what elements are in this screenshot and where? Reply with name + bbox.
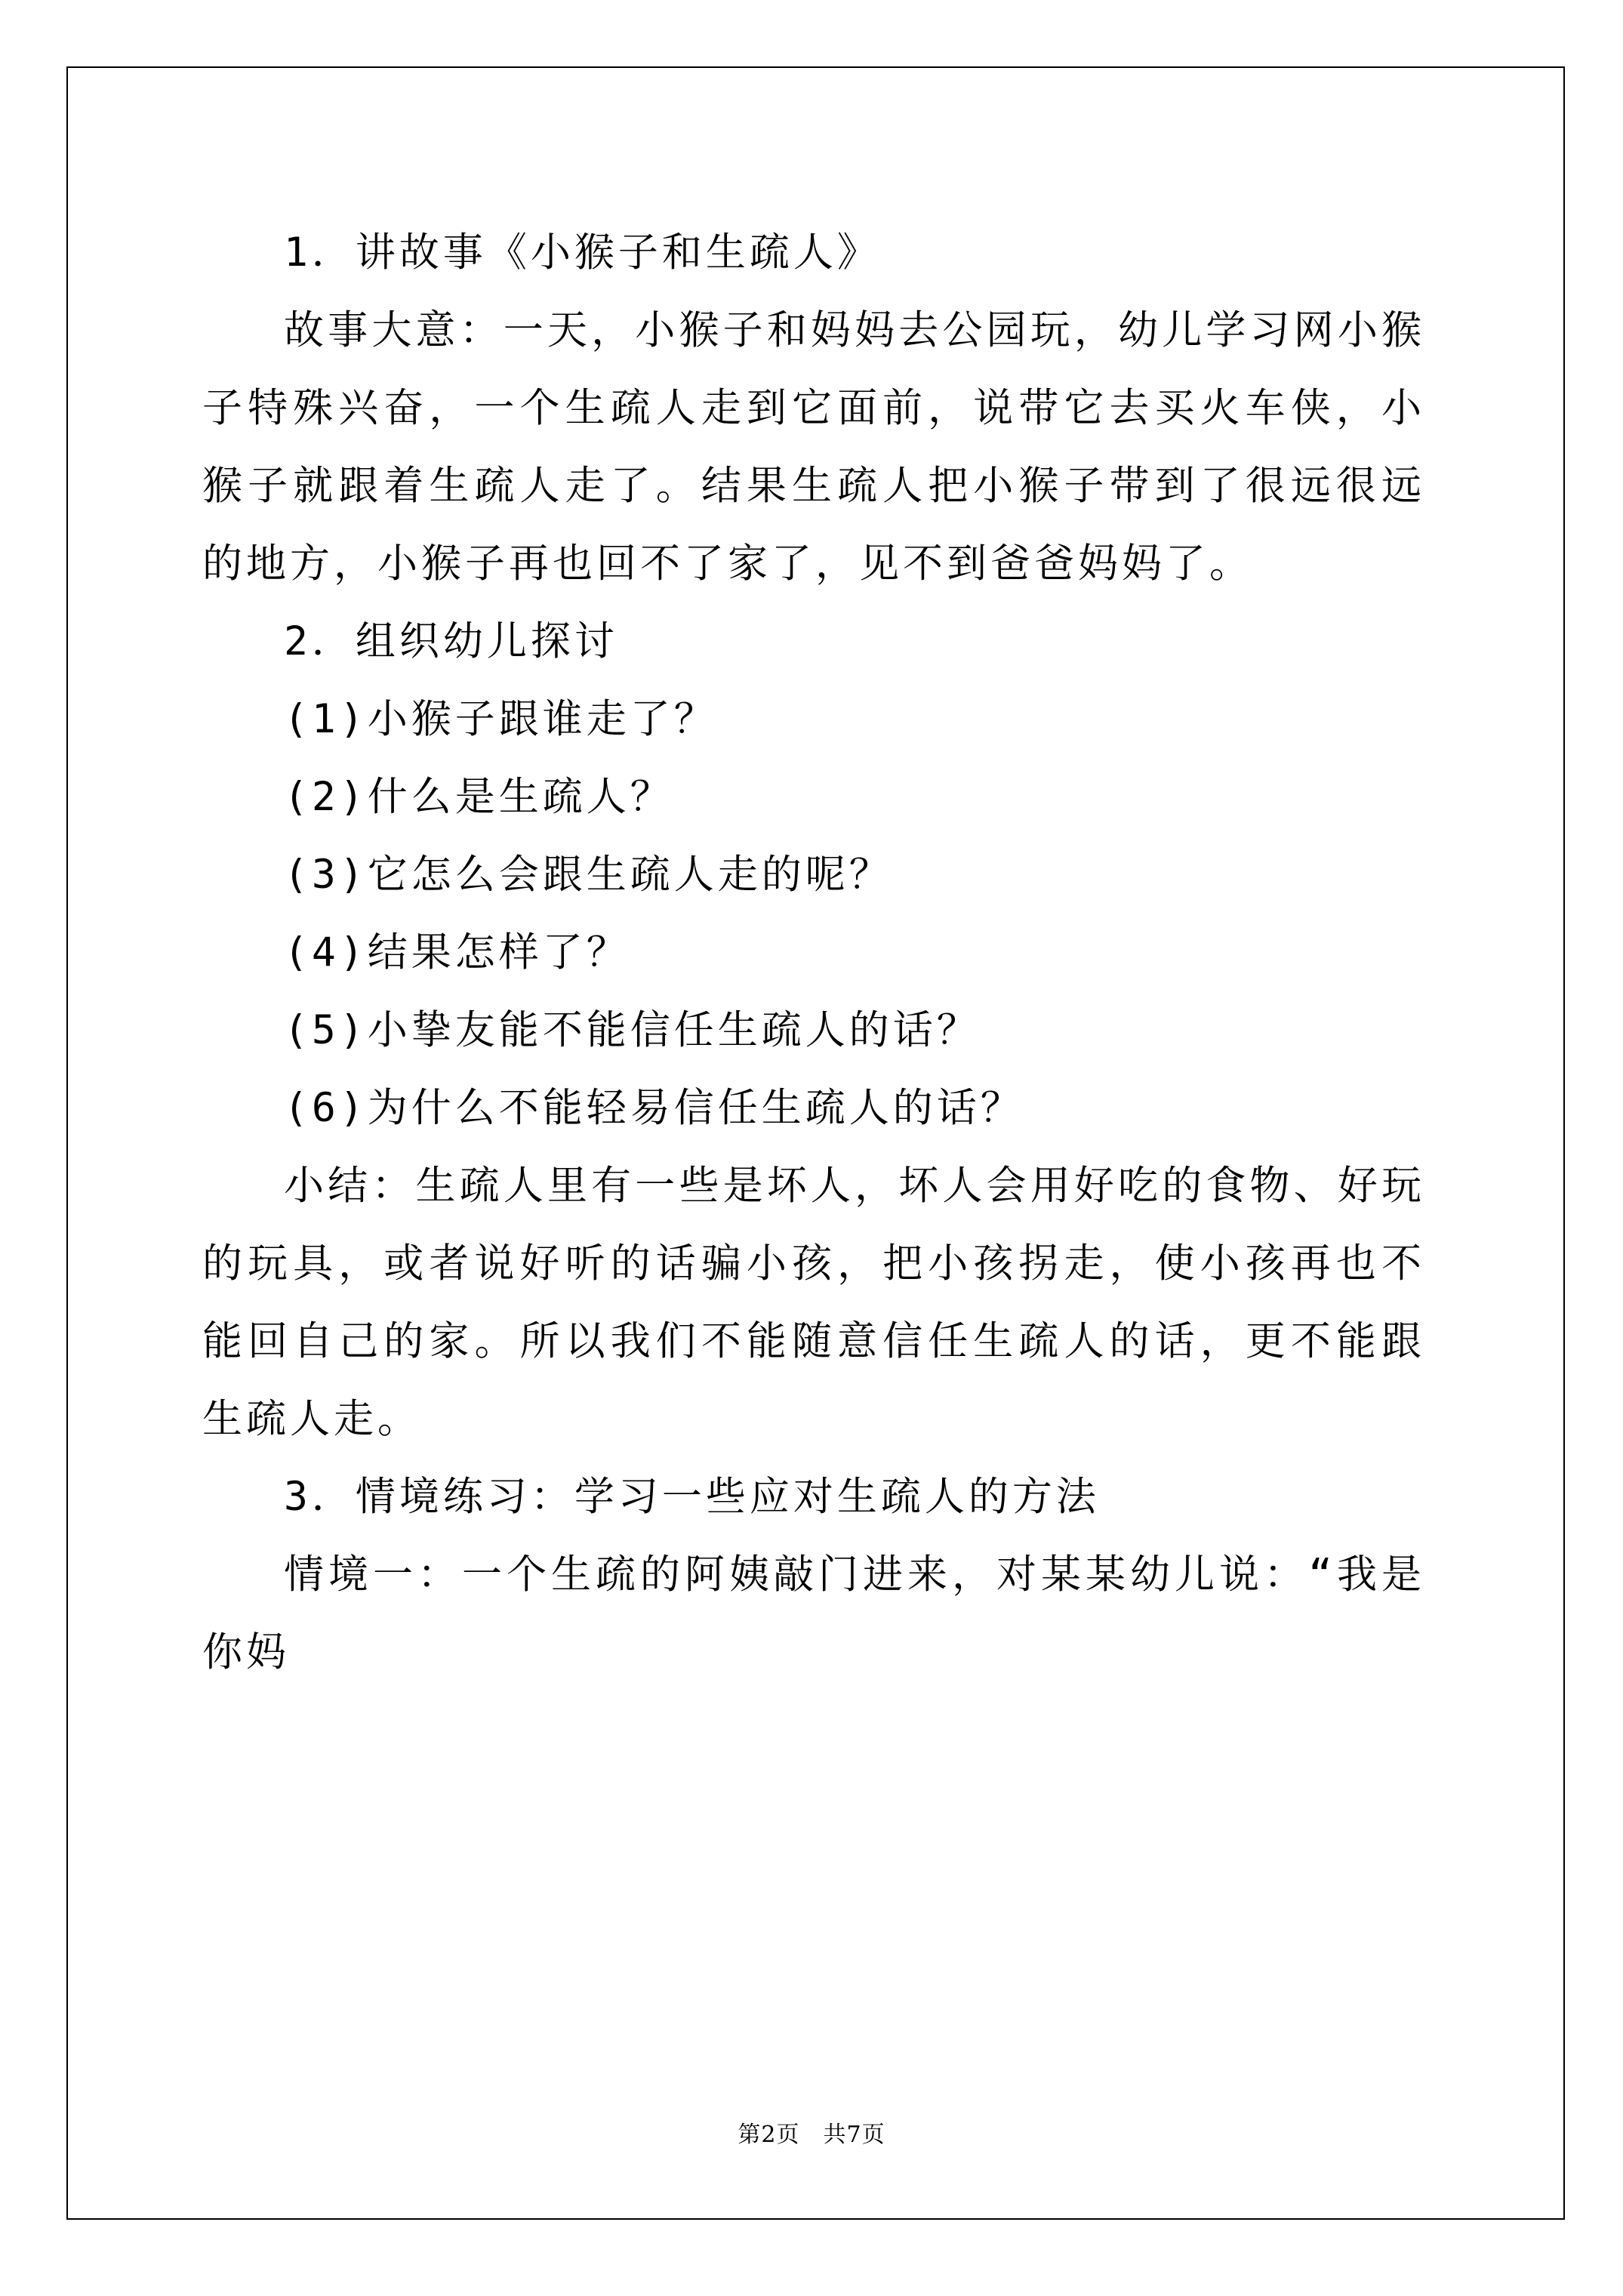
question-item: (4)结果怎样了？ bbox=[284, 929, 630, 975]
summary-paragraph: 小结：生疏人里有一些是坏人，坏人会用好吃的食物、好玩的玩具，或者说好听的话骗小孩，把小孩拐走，使小孩再也不能回自己的家。所以我们不能随意信任生疏人的话，更不能跟生疏人走。 bbox=[202, 1163, 1425, 1442]
section-heading-practice: 3．情境练习：学习一些应对生疏人的方法 bbox=[284, 1474, 1100, 1520]
page-number-footer: 第2页 共7页 bbox=[738, 2122, 885, 2148]
scenario-paragraph: 情境一：一个生疏的阿姨敲门进来，对某某幼儿说：“我是你妈 bbox=[202, 1552, 1425, 1675]
question-item: (5)小挚友能不能信任生疏人的话？ bbox=[284, 1007, 981, 1053]
question-item: (6)为什么不能轻易信任生疏人的话？ bbox=[284, 1085, 1024, 1131]
question-item: (1)小猴子跟谁走了？ bbox=[284, 696, 718, 742]
section-heading-discussion: 2．组织幼儿探讨 bbox=[284, 618, 618, 664]
document-body bbox=[202, 214, 1425, 1691]
story-summary-paragraph: 故事大意：一天，小猴子和妈妈去公园玩，幼儿学习网小猴子特殊兴奋，一个生疏人走到它面前，说带它去买火车侠，小猴子就跟着生疏人走了。结果生疏人把小猴子带到了很远很远的地方，小猴子再也回不了家了，见不到爸爸妈妈了。 bbox=[202, 307, 1425, 587]
section-heading-story: 1．讲故事《小猴子和生疏人》 bbox=[284, 230, 881, 276]
question-item: (3)它怎么会跟生疏人走的呢？ bbox=[284, 852, 893, 898]
question-item: (2)什么是生疏人？ bbox=[284, 774, 674, 820]
